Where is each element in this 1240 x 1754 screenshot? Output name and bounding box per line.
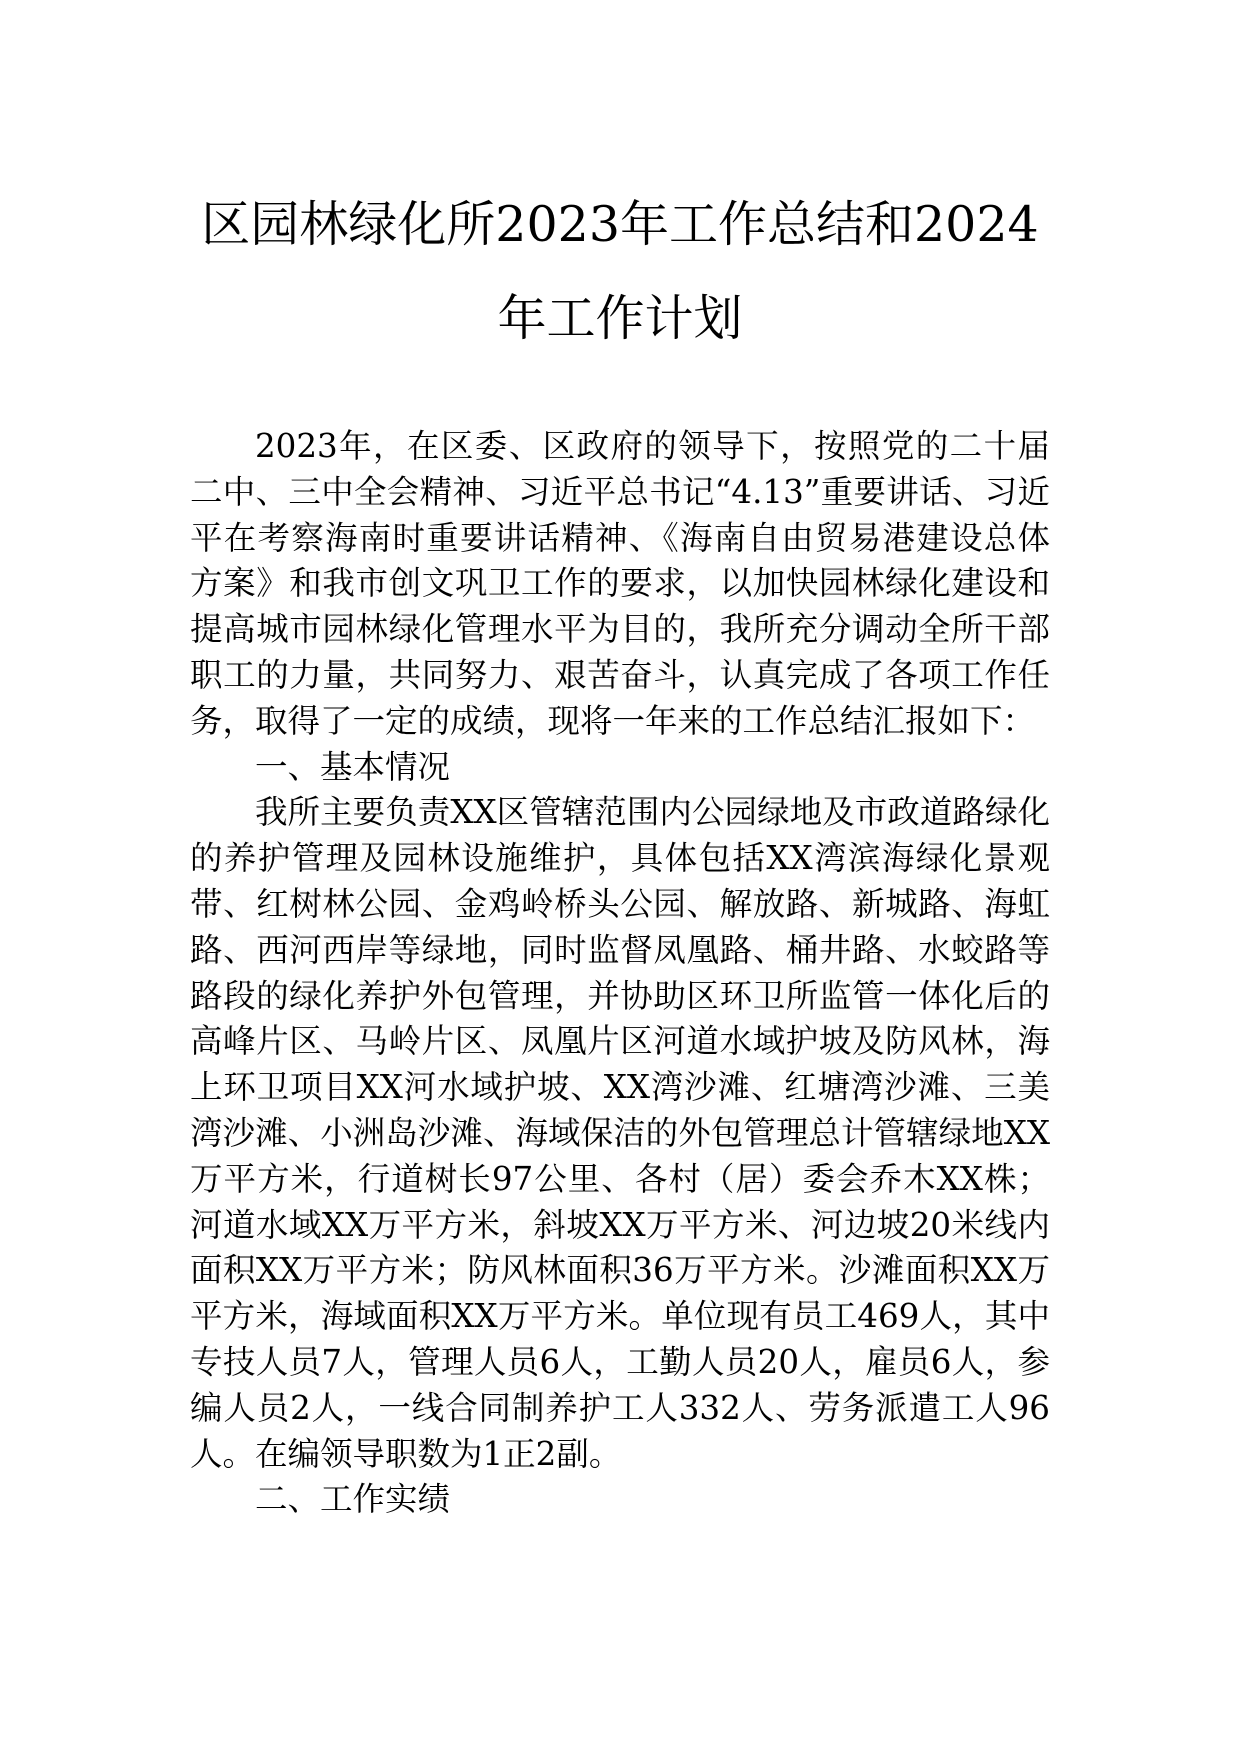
basic-info-paragraph: 我所主要负责XX区管辖范围内公园绿地及市政道路绿化的养护管理及园林设施维护，具体包括XX湾滨海绿化景观带、红树林公园、金鸡岭桥头公园、解放路、新城路、海虹路、西河西岸等绿地，同时监督凤凰路、桶井路、水蛟路等路段的绿化养护外包管理，并协助区环卫所监管一体化后的高峰片区、马岭片区、凤凰片区河道水域护坡及防风林，海上环卫项目XX河水域护坡、XX湾沙滩、红塘湾沙滩、三美湾沙滩、小洲岛沙滩、海域保洁的外包管理总计管辖绿地XX万平方米，行道树长97公里、各村（居）委会乔木XX株；河道水域XX万平方米，斜坡XX万平方米、河边坡20米线内面积XX万平方米；防风林面积36万平方米。沙滩面积XX万平方米，海域面积XX万平方米。单位现有员工469人，其中专技人员7人，管理人员6人，工勤人员20人，雇员6人，参编人员2人，一线合同制养护工人332人、劳务派遣工人96人。在编领导职数为1正2副。 bbox=[190, 793, 1050, 1473]
document-title: 区园林绿化所2023年工作总结和2024年工作计划 bbox=[201, 196, 1039, 347]
section-heading-basic-info: 一、基本情况 bbox=[255, 747, 451, 786]
intro-paragraph: 2023年，在区委、区政府的领导下，按照党的二十届二中、三中全会精神、习近平总书记“4.13”重要讲话、习近平在考察海南时重要讲话精神、《海南自由贸易港建设总体方案》和我市创文巩卫工作的要求，以加快园林绿化建设和提高城市园林绿化管理水平为目的，我所充分调动全所干部职工的力量，共同努力、艰苦奋斗，认真完成了各项工作任务，取得了一定的成绩，现将一年来的工作总结汇报如下： bbox=[190, 427, 1050, 740]
section-heading-achievements: 二、工作实绩 bbox=[255, 1480, 451, 1519]
document-body bbox=[190, 424, 1050, 1523]
